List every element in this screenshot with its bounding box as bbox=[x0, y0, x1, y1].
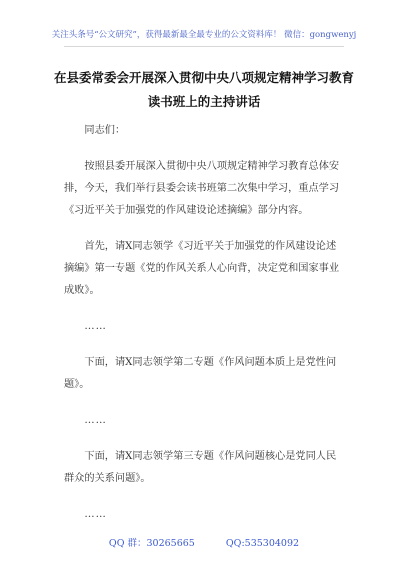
footer-qq-number: QQ:535304092 bbox=[225, 538, 300, 549]
paragraph-first-topic: 首先，请X同志领学《习近平关于加强党的作风建设论述摘编》第一专题《党的作风关系人心向背，决定党和国家事业成败》。 bbox=[64, 241, 340, 296]
footer bbox=[0, 535, 408, 549]
ellipsis: …… bbox=[84, 321, 107, 332]
footer-qq-group: QQ 群：30265665 bbox=[108, 538, 195, 549]
paragraph-second-topic: 下面，请X同志领学第二专题《作风问题本质上是党性问题》。 bbox=[64, 357, 337, 390]
document-body bbox=[64, 120, 346, 540]
header-divider bbox=[64, 46, 344, 47]
paragraph-third-topic: 下面，请X同志领学第三专题《作风问题核心是党同人民群众的关系问题》。 bbox=[64, 451, 337, 484]
header-note: 关注头条号“公文研究”，获得最新最全最专业的公文资料库！ 微信：gongwenyj bbox=[51, 30, 357, 40]
ellipsis: …… bbox=[84, 415, 107, 426]
ellipsis: …… bbox=[84, 509, 107, 520]
document-title: 在县委常委会开展深入贯彻中央八项规定精神学习教育读书班上的主持讲话 bbox=[53, 70, 354, 109]
salutation: 同志们： bbox=[84, 125, 126, 136]
paragraph-intro: 按照县委开展深入贯彻中央八项规定精神学习教育总体安排，今天，我们举行县委会读书班第二次集中学习，重点学习《习近平关于加强党的作风建设论述摘编》部分内容。 bbox=[64, 161, 340, 216]
